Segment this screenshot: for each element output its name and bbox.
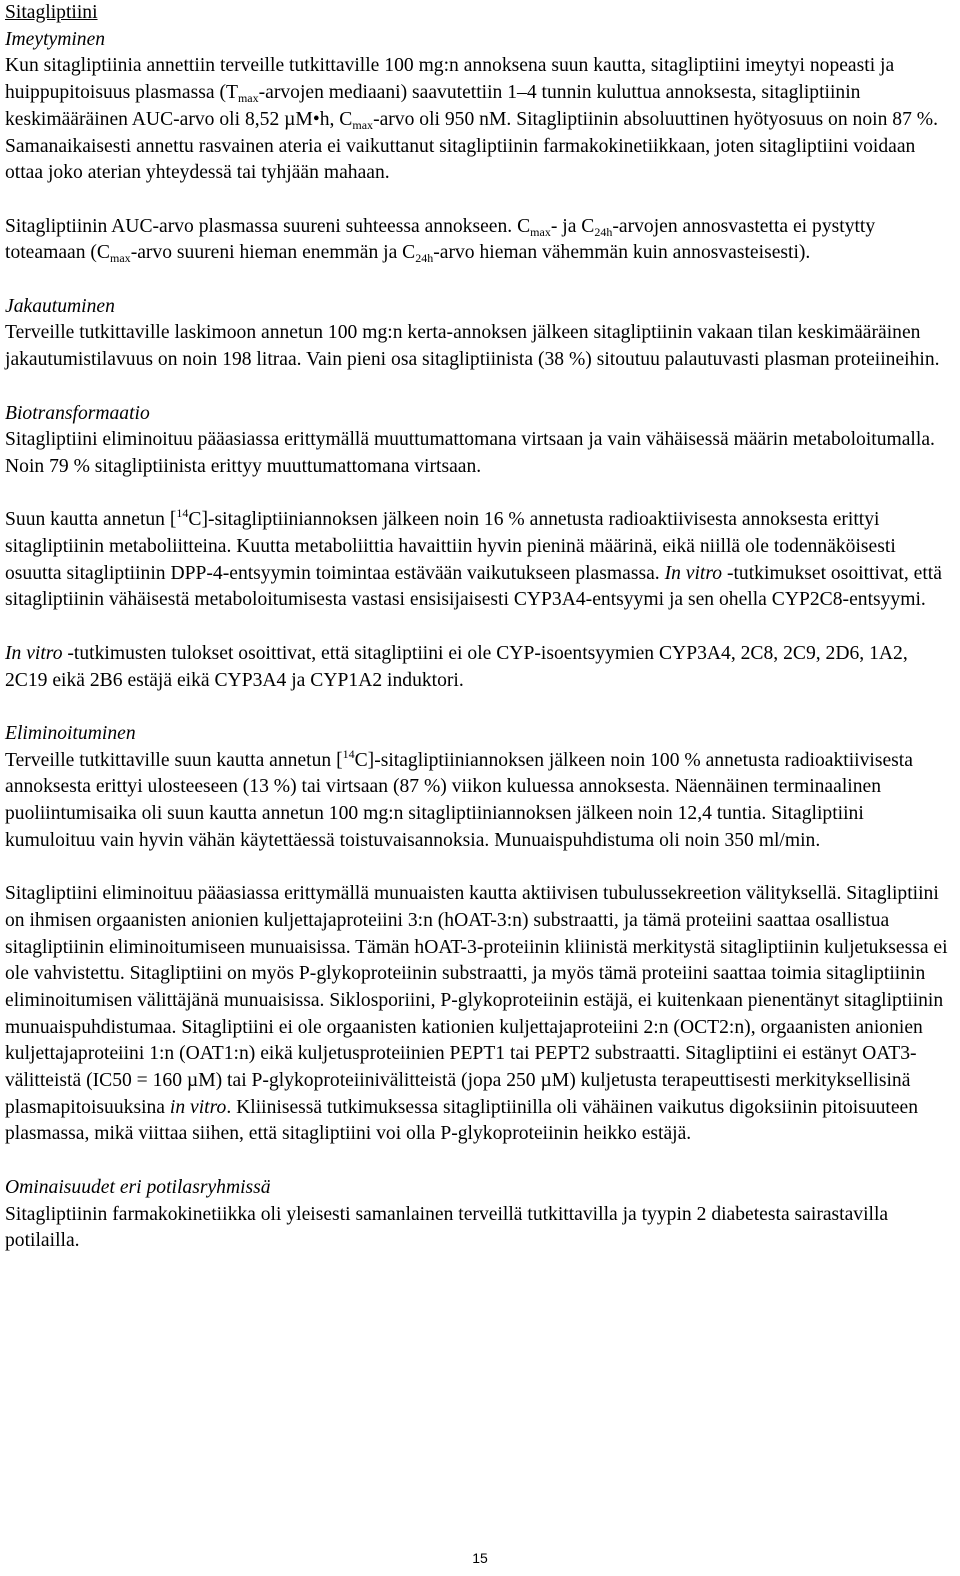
text-run: -arvojen annosvastetta ei pystytty toteamaan (C bbox=[5, 215, 876, 264]
text-run: -tutkimukset osoittivat, että sitagliptiinin vähäisestä metaboloitumisesta vastasi ensisijaisesti CYP3A4-entsyymi ja sen ohella CYP2C8-entsyymi. bbox=[5, 562, 942, 611]
paragraph-absorption-1 bbox=[5, 53, 955, 187]
text-run: . Kliinisessä tutkimuksessa sitagliptiinilla oli vähäinen vaikutus digoksiinin pitoisuuteen plasmassa, mikä viittaa siihen, että sitagliptiini voi olla P-glykoproteiinin heikko estäjä. bbox=[5, 1096, 919, 1145]
text-run: Suun kautta annetun [ bbox=[5, 509, 177, 531]
heading-elimination: Eliminoituminen bbox=[5, 722, 136, 744]
heading-biotransformation: Biotransformaatio bbox=[5, 402, 150, 424]
italic-in-vitro: in vitro bbox=[169, 1096, 227, 1118]
subscript-24h: 24h bbox=[415, 251, 434, 266]
subscript-24h: 24h bbox=[594, 224, 613, 239]
paragraph-distribution-1: Terveille tutkittaville laskimoon annetun 100 mg:n kerta-annoksen jälkeen sitagliptiinin vakaan tilan keskimääräinen jakautumistilavuus on noin 198 litraa. Vain pieni osa sitagliptiinista (38 %) sitoutuu palautuvasti plasman proteiineihin. bbox=[5, 322, 940, 371]
text-run: -arvo suureni hieman enemmän ja C bbox=[130, 242, 416, 264]
italic-in-vitro: In vitro bbox=[5, 642, 63, 664]
subscript-max: max bbox=[237, 91, 259, 106]
text-run: -arvo oli 950 nM. Sitagliptiinin absoluuttinen hyötyosuus on noin 87 %. Samanaikaisesti annettu rasvainen ateria ei vaikuttanut sitagliptiinin farmakokinetiikkaan, joten sitagliptiini voidaan ottaa joko aterian yhteydessä tai tyhjään mahaan. bbox=[5, 108, 938, 184]
text-run: C]-sitagliptiiniannoksen jälkeen noin 16 % annetusta radioaktiivisesta annoksesta erittyi sitagliptiinin metaboliitteina. Kuutta metaboliittia havaittiin hyvin pieninä määrinä, eikä niillä ole todennäköisesti osuutta sitagliptiinin DPP-4-entsyymin toimintaa estävään vaikutukseen plasmassa. bbox=[5, 509, 896, 584]
superscript-14: 14 bbox=[176, 506, 189, 521]
paragraph-elimination-1 bbox=[5, 748, 955, 855]
text-run: C]-sitagliptiiniannoksen jälkeen noin 100 % annetusta radioaktiivisesta annoksesta erittyi ulosteeseen (13 %) tai virtsaan (87 %) viikon kuluessa annoksesta. Näennäinen terminaalinen puoliintumisaika oli suun kautta annetun 100 mg:n sitagliptiiniannoksen jälkeen noin 12,4 tuntia. Sitagliptiini kumuloituu vain hyvin vähän käytettäessä toistuvaisannoksia. Munuaispuhdistuma oli noin 350 ml/min. bbox=[5, 749, 913, 851]
paragraph-elimination-2 bbox=[5, 881, 955, 1148]
text-run: Terveille tutkittaville suun kautta annetun [ bbox=[5, 749, 343, 771]
subscript-max: max bbox=[110, 251, 131, 266]
text-run: -arvojen mediaani) saavutettiin 1–4 tunnin kuluttua annoksesta, sitagliptiinin keskimääräinen AUC-arvo oli 8,52 µM•h, C bbox=[5, 82, 861, 130]
paragraph-biotransformation-3 bbox=[5, 641, 955, 694]
text-run: Sitagliptiini eliminoituu pääasiassa erittymällä munuaisten kautta aktiivisen tubulussekreetion välityksellä. Sitagliptiini on ihmisen orgaanisten anionien kuljettajaproteiini 3:n (hOAT-3:n) substraatti, ja tämä proteiini saattaa osallistua sitagliptiinin eliminoitumiseen munuaisissa. Tämän hOAT-3-proteiinin kliinistä merkitystä sitagliptiinin kuljetuksessa ei ole vahvistettu. Sitagliptiini on myös P-glykoproteiinin substraatti, ja myös tämä proteiini saattaa toimia sitagliptiinin eliminoitumisen välittäjänä munuaisissa. Siklosporiini, P-glykoproteiinin estäjä, ei kuitenkaan pienentänyt sitagliptiinin munuaispuhdistumaa. Sitagliptiini ei ole orgaanisten kationien kuljettajaproteiini 2:n (OCT2:n), orgaanisten anionien kuljettajaproteiini 1:n (OAT1:n) eikä kuljetusproteiinien PEPT1 tai PEPT2 substraatti. Sitagliptiini ei estänyt OAT3-välitteistä (IC50 = 160 µM) tai P-glykoproteiinivälitteistä (jopa 250 µM) kuljetusta terapeuttisesti merkityksellisinä plasmapitoisuuksina bbox=[5, 883, 948, 1118]
page-number: 15 bbox=[472, 1550, 488, 1566]
heading-populations: Ominaisuudet eri potilasryhmissä bbox=[5, 1176, 271, 1198]
subscript-max: max bbox=[352, 117, 374, 132]
subscript-max: max bbox=[530, 224, 551, 239]
superscript-14: 14 bbox=[342, 746, 355, 761]
document-page bbox=[5, 0, 955, 1255]
paragraph-biotransformation-1: Sitagliptiini eliminoituu pääasiassa erittymällä muuttumattomana virtsaan ja vain vähäisessä määrin metaboloitumalla. Noin 79 % sitagliptiinista erittyy muuttumattomana virtsaan. bbox=[5, 429, 935, 477]
paragraph-biotransformation-2 bbox=[5, 507, 955, 614]
italic-in-vitro: In vitro bbox=[664, 562, 723, 584]
heading-distribution: Jakautuminen bbox=[5, 295, 115, 317]
text-run: -tutkimusten tulokset osoittivat, että sitagliptiini ei ole CYP-isoentsyymien CYP3A4, 2C8, 2C9, 2D6, 1A2, 2C19 eikä 2B6 estäjä eikä CYP3A4 ja CYP1A2 induktori. bbox=[5, 642, 908, 691]
paragraph-absorption-2 bbox=[5, 214, 955, 267]
text-run: Sitagliptiinin AUC-arvo plasmassa suureni suhteessa annokseen. C bbox=[5, 215, 531, 237]
document-title: Sitagliptiini bbox=[5, 2, 98, 23]
text-run: -arvo hieman vähemmän kuin annosvasteisesti). bbox=[433, 242, 811, 264]
text-run: Kun sitagliptiinia annettiin terveille tutkittaville 100 mg:n annoksena suun kautta, sitagliptiini imeytyi nopeasti ja huippupitoisuus plasmassa (T bbox=[5, 55, 895, 104]
paragraph-populations-1: Sitagliptiinin farmakokinetiikka oli yleisesti samanlainen terveillä tutkittavilla ja tyypin 2 diabetesta sairastavilla potilailla. bbox=[5, 1203, 889, 1252]
heading-absorption: Imeytyminen bbox=[5, 28, 106, 50]
text-run: - ja C bbox=[550, 215, 595, 237]
